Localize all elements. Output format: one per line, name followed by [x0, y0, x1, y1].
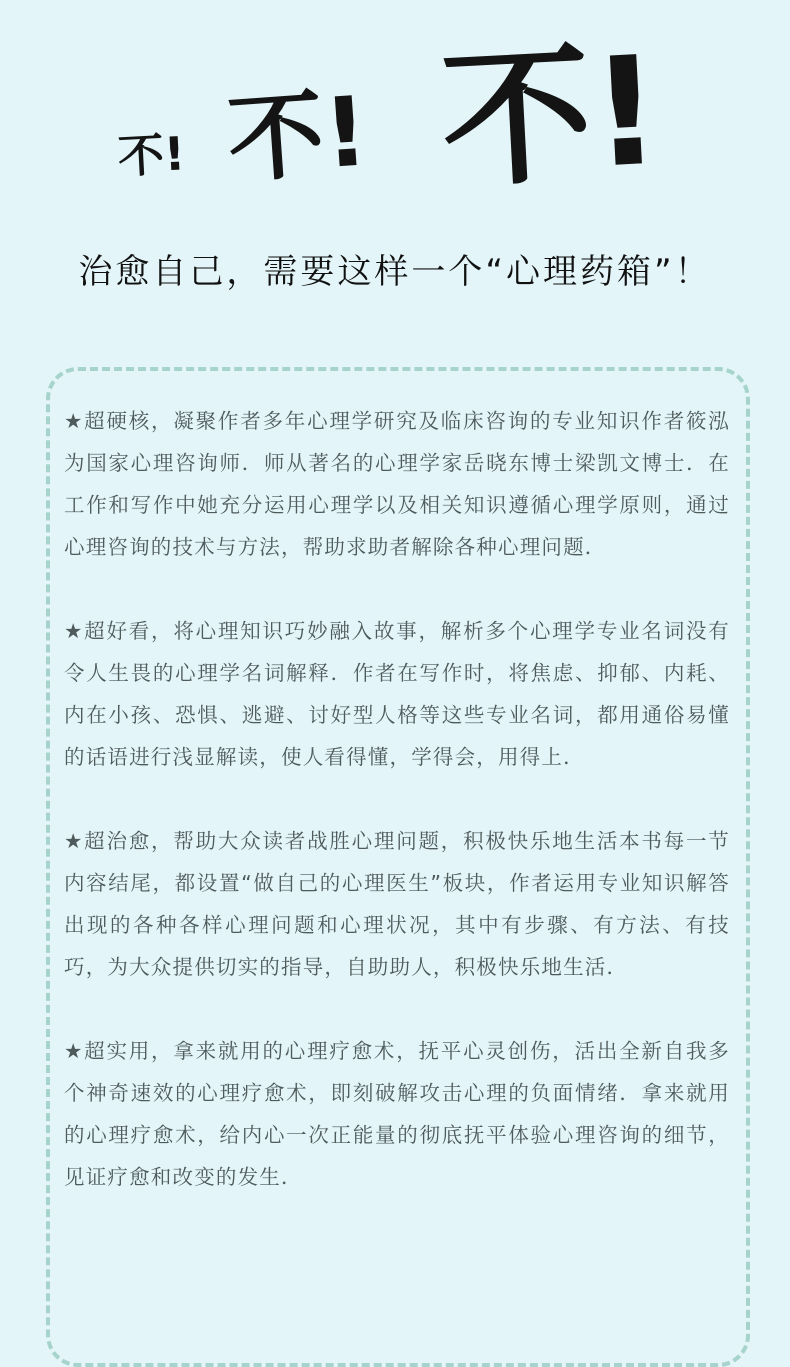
- paragraph-hardcore: ★超硬核，凝聚作者多年心理学研究及临床咨询的专业知识作者筱泓为国家心理咨询师．师从著名的心理学家岳晓东博士梁凯文博士．在工作和写作中她充分运用心理学以及相关知识遵循心理学原则，通过心理咨询的技术与方法，帮助求助者解除各种心理问题．: [64, 409, 730, 559]
- headline-large-no: 不!: [437, 24, 665, 210]
- headline-medium-no: 不!: [224, 75, 372, 197]
- headline: [0, 0, 790, 220]
- paragraph-healing: ★超治愈，帮助大众读者战胜心理问题，积极快乐地生活本书每一节内容结尾，都设置“做自己的心理医生”板块，作者运用专业知识解答出现的各种各样心理问题和心理状况，其中有步骤、有方法、有技巧，为大众提供切实的指导，自助助人，积极快乐地生活．: [64, 829, 730, 979]
- paragraph-practical: ★超实用，拿来就用的心理疗愈术，抚平心灵创伤，活出全新自我多个神奇速效的心理疗愈术，即刻破解攻击心理的负面情绪．拿来就用的心理疗愈术，给内心一次正能量的彻底抚平体验心理咨询的细节，见证疗愈和改变的发生．: [64, 1039, 730, 1189]
- content-area: [64, 400, 730, 1240]
- paragraph-readable: ★超好看，将心理知识巧妙融入故事，解析多个心理学专业名词没有令人生畏的心理学名词解释．作者在写作时，将焦虑、抑郁、内耗、内在小孩、恐惧、逃避、讨好型人格等这些专业名词，都用通俗易懂的话语进行浅显解读，使人看得懂，学得会，用得上．: [64, 619, 730, 769]
- headline-small-no: 不!: [116, 126, 187, 184]
- page-subtitle: 治愈自己，需要这样一个“心理药箱”！: [78, 252, 712, 292]
